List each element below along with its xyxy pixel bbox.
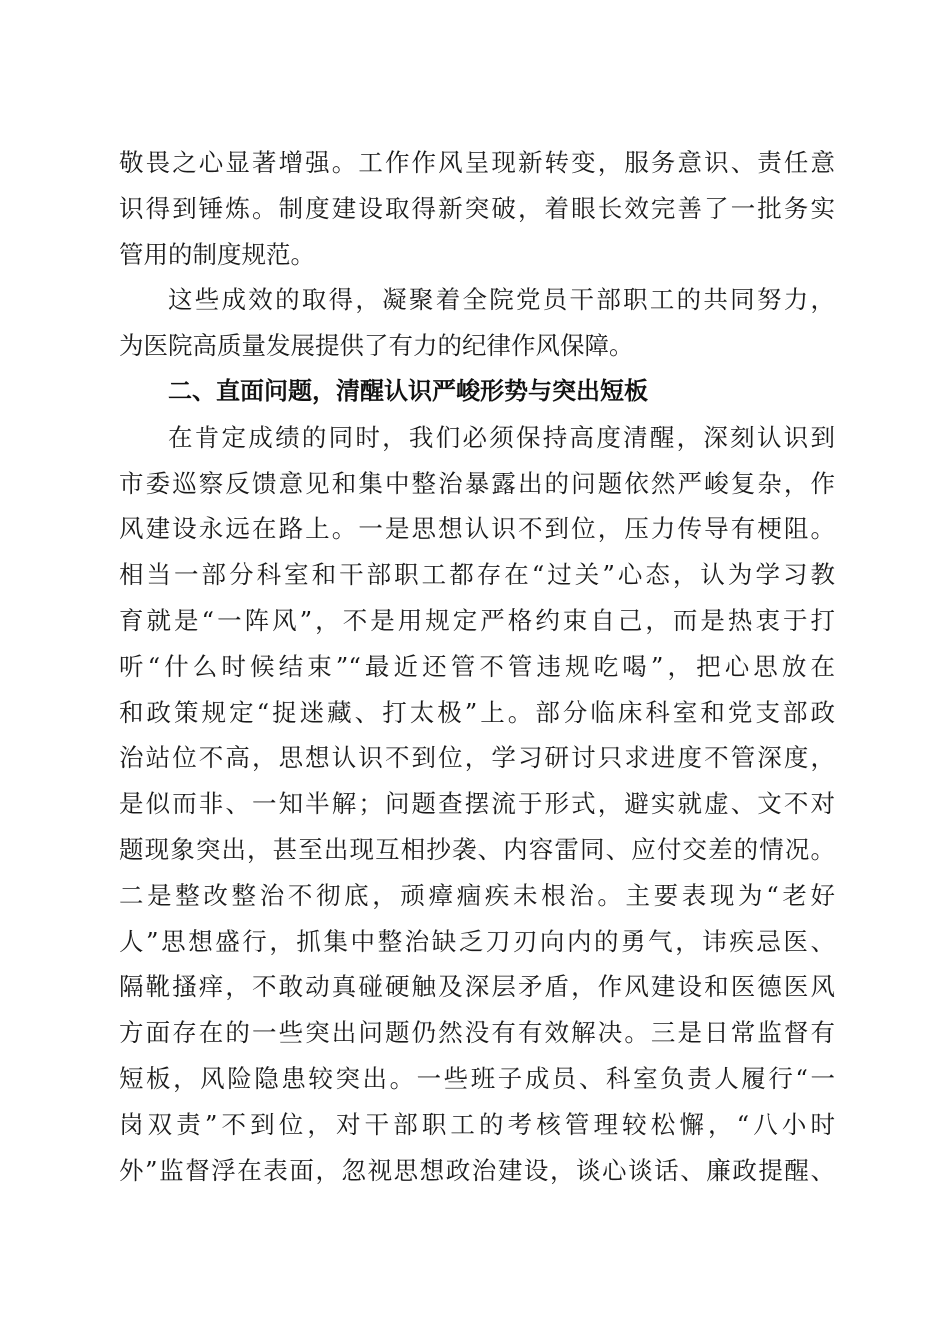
text-line: 题现象突出，甚至出现互相抄袭、内容雷同、应付交差的情况。 (119, 834, 835, 864)
text-line: 外”监督浮在表面，忽视思想政治建设，谈心谈话、廉政提醒、 (119, 1155, 835, 1185)
text-line: 是似而非、一知半解；问题查摆流于形式，避实就虚、文不对 (119, 789, 835, 819)
text-line: 育就是“一阵风”，不是用规定严格约束自己，而是热衷于打 (119, 605, 835, 635)
text-line: 和政策规定“捉迷藏、打太极”上。部分临床科室和党支部政 (119, 697, 835, 727)
section-heading: 二、直面问题，清醒认识严峻形势与突出短板 (168, 376, 648, 405)
text-line: 识得到锤炼。制度建设取得新突破，着眼长效完善了一批务实 (119, 193, 835, 223)
text-line: 风建设永远在路上。一是思想认识不到位，压力传导有梗阻。 (119, 514, 835, 544)
text-line: 人”思想盛行，抓集中整治缺乏刀刃向内的勇气，讳疾忌医、 (119, 926, 835, 956)
text-line: 市委巡察反馈意见和集中整治暴露出的问题依然严峻复杂，作 (119, 468, 835, 498)
text-line: 为医院高质量发展提供了有力的纪律作风保障。 (119, 331, 634, 361)
text-line: 在肯定成绩的同时，我们必须保持高度清醒，深刻认识到 (168, 422, 835, 452)
text-line: 岗双责”不到位，对干部职工的考核管理较松懈，“八小时 (119, 1109, 835, 1139)
text-line: 相当一部分科室和干部职工都存在“过关”心态，认为学习教 (119, 560, 835, 590)
text-line: 这些成效的取得，凝聚着全院党员干部职工的共同努力， (168, 285, 835, 315)
document-body (119, 140, 835, 1193)
text-line: 方面存在的一些突出问题仍然没有有效解决。三是日常监督有 (119, 1018, 835, 1048)
text-line: 听“什么时候结束”“最近还管不管违规吃喝”，把心思放在 (119, 651, 835, 681)
text-line: 短板，风险隐患较突出。一些班子成员、科室负责人履行“一 (119, 1063, 835, 1093)
text-line: 管用的制度规范。 (119, 239, 315, 269)
text-line: 治站位不高，思想认识不到位，学习研讨只求进度不管深度， (119, 743, 835, 773)
text-line: 敬畏之心显著增强。工作作风呈现新转变，服务意识、责任意 (119, 148, 835, 177)
text-line: 隔靴搔痒，不敢动真碰硬触及深层矛盾，作风建设和医德医风 (119, 972, 835, 1002)
text-line: 二是整改整治不彻底，顽瘴痼疾未根治。主要表现为“老好 (119, 880, 835, 910)
